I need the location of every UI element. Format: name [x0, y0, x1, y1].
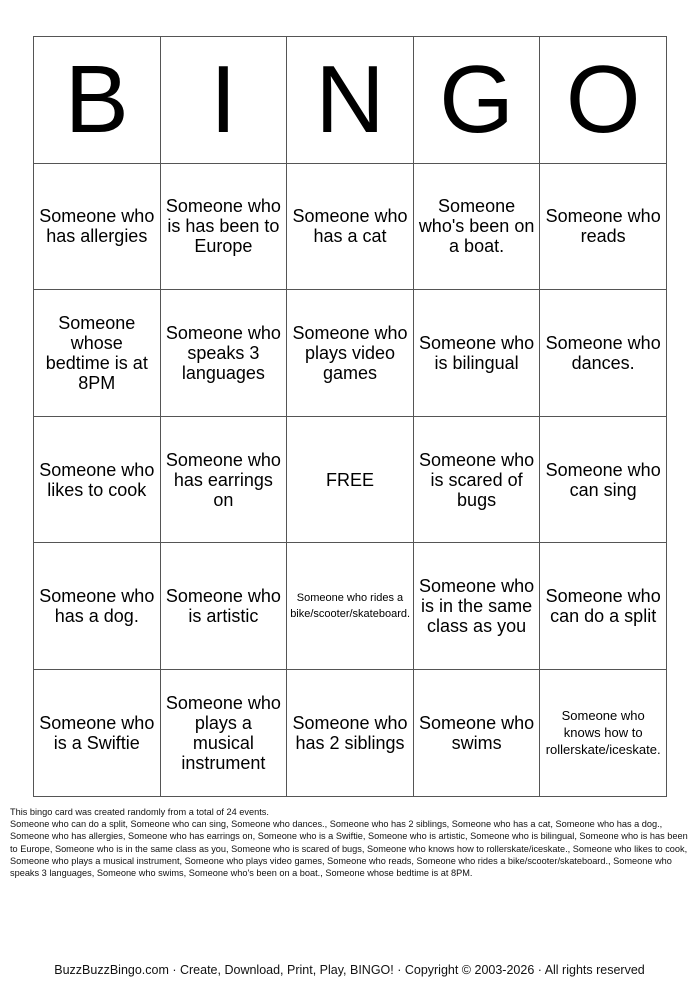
bingo-row-2 [34, 290, 667, 417]
bingo-cell: Someone who has a cat [287, 163, 414, 290]
free-space-cell: FREE [287, 416, 414, 543]
bingo-cell: Someone who likes to cook [34, 416, 161, 543]
bingo-header-row [34, 37, 667, 164]
bingo-cell: Someone who can sing [540, 416, 667, 543]
bingo-cell: Someone who is bilingual [413, 290, 540, 417]
header-letter-b: B [34, 37, 161, 164]
header-letter-g: G [413, 37, 540, 164]
bingo-cell: Someone who has a dog. [34, 543, 161, 670]
bingo-cell: Someone who's been on a boat. [413, 163, 540, 290]
event-list-note [10, 806, 692, 879]
bingo-cell: Someone who reads [540, 163, 667, 290]
bingo-row-5 [34, 669, 667, 796]
bingo-row-4 [34, 543, 667, 670]
header-letter-i: I [160, 37, 287, 164]
bingo-cell: Someone who has earrings on [160, 416, 287, 543]
bingo-row-3 [34, 416, 667, 543]
header-letter-o: O [540, 37, 667, 164]
note-intro: This bingo card was created randomly from a total of 24 events. [10, 807, 269, 817]
bingo-cell: Someone whose bedtime is at 8PM [34, 290, 161, 417]
bingo-cell: Someone who plays a musical instrument [160, 669, 287, 796]
note-events: Someone who can do a split, Someone who can sing, Someone who dances., Someone who has 2 siblings, Someone who has a cat, Someone who has a dog., Someone who has allergies, Someone who has earrings on, Someone who is a Swiftie, Someone who is artistic, Someone who is bilingual, Someone who is has been to Europe, Someone who is in the same class as you, Someone who is scared of bugs, Someone who knows how to rollerskate/iceskate., Someone who likes to cook, Someone who plays a musical instrument, Someone who plays video games, Someone who reads, Someone who rides a bike/scooter/skateboard., Someone who speaks 3 languages, Someone who swims, Someone who's been on a boat., Someone whose bedtime is at 8PM. [10, 819, 688, 879]
bingo-cell: Someone who has allergies [34, 163, 161, 290]
bingo-cell: Someone who rides a bike/scooter/skateboard. [287, 543, 414, 670]
bingo-cell: Someone who knows how to rollerskate/iceskate. [540, 669, 667, 796]
bingo-cell: Someone who is artistic [160, 543, 287, 670]
bingo-cell: Someone who swims [413, 669, 540, 796]
bingo-row-1 [34, 163, 667, 290]
bingo-cell: Someone who dances. [540, 290, 667, 417]
bingo-cell: Someone who plays video games [287, 290, 414, 417]
bingo-card [33, 36, 667, 797]
bingo-cell: Someone who is in the same class as you [413, 543, 540, 670]
bingo-cell: Someone who can do a split [540, 543, 667, 670]
bingo-cell: Someone who is a Swiftie [34, 669, 161, 796]
page-footer: BuzzBuzzBingo.com · Create, Download, Print, Play, BINGO! · Copyright © 2003-2026 · All rights reserved [54, 963, 645, 977]
header-letter-n: N [287, 37, 414, 164]
bingo-cell: Someone who is has been to Europe [160, 163, 287, 290]
bingo-cell: Someone who speaks 3 languages [160, 290, 287, 417]
bingo-cell: Someone who has 2 siblings [287, 669, 414, 796]
bingo-cell: Someone who is scared of bugs [413, 416, 540, 543]
